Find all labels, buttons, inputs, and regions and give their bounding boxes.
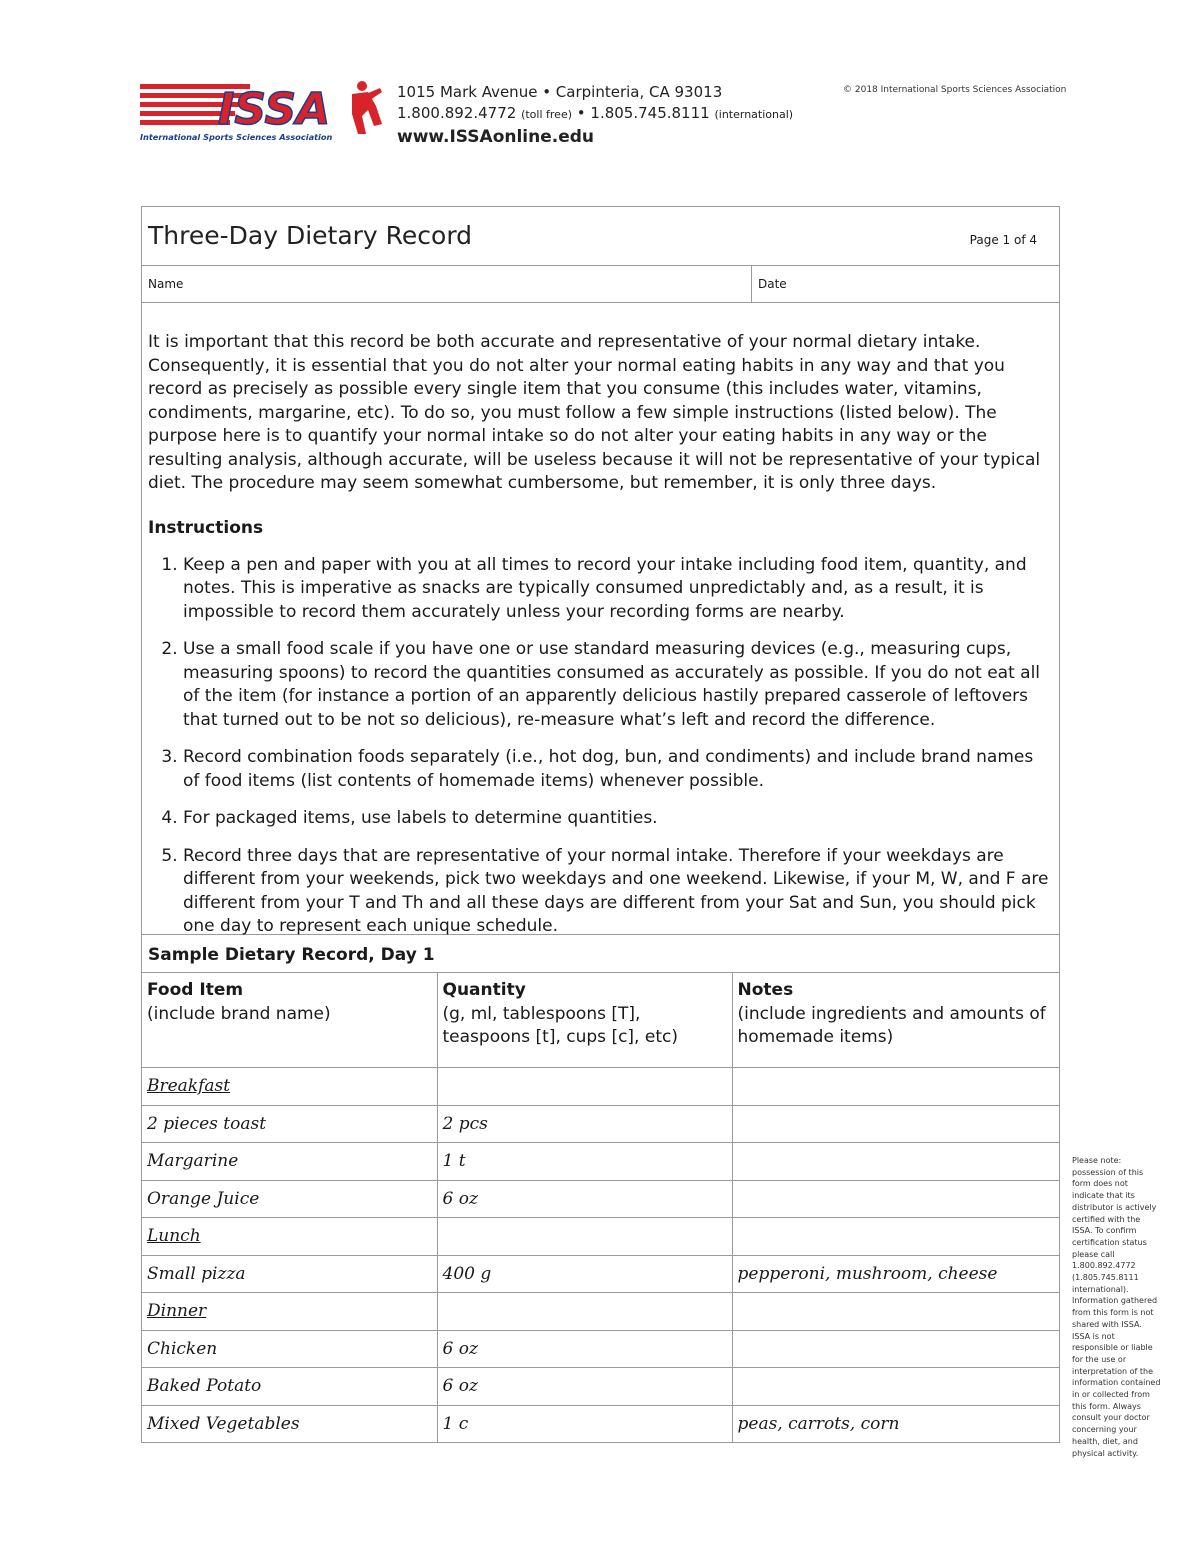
food-item-cell[interactable]: Baked Potato: [142, 1368, 437, 1406]
food-item-cell[interactable]: Mixed Vegetables: [142, 1405, 437, 1442]
table-row: [142, 1330, 1059, 1368]
website-link[interactable]: www.ISSAonline.edu: [397, 127, 595, 147]
quantity-cell[interactable]: 6 oz: [437, 1180, 732, 1218]
quantity-cell[interactable]: [437, 1293, 732, 1331]
header-notes: Notes (include ingredients and amounts of homemade items): [732, 973, 1059, 1068]
dietary-record-form: [141, 206, 1060, 1443]
notes-cell[interactable]: [732, 1368, 1059, 1406]
instruction-item: 2. Use a small food scale if you have one or use standard measuring devices (e.g., measuring cups, measuring spoons) to record the quantities consumed as accurately as possible. If you do not eat all of the item (for instance a portion of an apparently delicious hastily prepared casserole of leftovers that turned out to be not so delicious), re-measure what’s left and record the difference.: [183, 638, 1053, 732]
page-number: Page 1 of 4: [969, 233, 1037, 247]
date-label: Date: [758, 277, 787, 291]
sample-record-title: Sample Dietary Record, Day 1: [142, 935, 1059, 973]
instruction-item: 5. Record three days that are representative of your normal intake. Therefore if your weekdays are different from your weekends, pick two weekdays and one weekend. Likewise, if your M, W, and F are different from your T and Th and all these days are different from your Sat and Sun, you should pick one day to represent each unique schedule.: [183, 845, 1053, 939]
intro-paragraph: It is important that this record be both accurate and representative of your normal dietary intake. Consequently, it is essential that you do not alter your normal eating habits in any way and that you record as precisely as possible every single item that you consume (this includes water, vitamins, condiments, margarine, etc). To do so, you must follow a few simple instructions (listed below). The purpose here is to quantify your normal intake so do not alter your eating habits in any way or the resulting analysis, although accurate, will be useless because it will not be representative of your typical diet. The procedure may seem somewhat cumbersome, but remember, it is only three days.: [148, 332, 1041, 493]
instructions-list: [148, 554, 1053, 939]
date-field[interactable]: [752, 266, 1059, 302]
phone-international: 1.805.745.8111: [590, 104, 710, 122]
quantity-cell[interactable]: [437, 1068, 732, 1106]
food-item-cell[interactable]: Lunch: [142, 1218, 437, 1256]
issa-logo: [140, 76, 385, 146]
notes-cell[interactable]: [732, 1293, 1059, 1331]
title-row: [142, 207, 1059, 266]
food-item-cell[interactable]: Orange Juice: [142, 1180, 437, 1218]
contact-block: [397, 82, 793, 149]
notes-cell[interactable]: pepperoni, mushroom, cheese: [732, 1255, 1059, 1293]
logo-subtext: International Sports Sciences Association: [140, 132, 333, 142]
header-quantity: Quantity (g, ml, tablespoons [T], teaspoons [t], cups [c], etc): [437, 973, 732, 1068]
quantity-cell[interactable]: 400 g: [437, 1255, 732, 1293]
toll-free-label: (toll free): [521, 108, 573, 121]
table-row: [142, 1405, 1059, 1442]
name-date-row: [142, 266, 1059, 303]
instruction-item: 1. Keep a pen and paper with you at all times to record your intake including food item, quantity, and notes. This is imperative as snacks are typically consumed unpredictably and, as a result, it is impossible to record them accurately unless your recording forms are nearby.: [183, 554, 1053, 625]
notes-cell[interactable]: [732, 1180, 1059, 1218]
instruction-item: 3. Record combination foods separately (i.e., hot dog, bun, and condiments) and include brand names of food items (list contents of homemade items) whenever possible.: [183, 746, 1053, 793]
quantity-cell[interactable]: 6 oz: [437, 1330, 732, 1368]
table-row: [142, 1218, 1059, 1256]
international-label: (international): [714, 108, 794, 121]
phone-toll-free: 1.800.892.4772: [397, 104, 517, 122]
table-row: [142, 1293, 1059, 1331]
name-label: Name: [148, 277, 184, 291]
phone-separator: •: [572, 104, 591, 122]
quantity-cell[interactable]: [437, 1218, 732, 1256]
sample-record-table: [142, 973, 1059, 1442]
food-item-cell[interactable]: Margarine: [142, 1143, 437, 1181]
name-field[interactable]: [142, 266, 752, 302]
address: 1015 Mark Avenue • Carpinteria, CA 93013: [397, 83, 723, 101]
table-row: [142, 1068, 1059, 1106]
food-item-cell[interactable]: Breakfast: [142, 1068, 437, 1106]
quantity-cell[interactable]: 6 oz: [437, 1368, 732, 1406]
copyright: © 2018 International Sports Sciences Association: [843, 85, 1067, 95]
quantity-cell[interactable]: 1 c: [437, 1405, 732, 1442]
disclaimer-note: Please note: possession of this form does not indicate that its distributor is actively certified with the ISSA. To confirm certification status please call 1.800.892.4772 (1.805.745.8111 international). Information gathered from this form is not shared with ISSA. ISSA is not responsible or liable for the use or interpretation of the information contained in or collected from this form. Always consult your doctor concerning your health, diet, and physical activity.: [1072, 1156, 1161, 1458]
table-row: [142, 1143, 1059, 1181]
form-title: Three-Day Dietary Record: [148, 221, 473, 250]
logo-text: ISSA: [218, 84, 331, 135]
food-item-cell[interactable]: Dinner: [142, 1293, 437, 1331]
notes-cell[interactable]: [732, 1330, 1059, 1368]
notes-cell[interactable]: [732, 1105, 1059, 1143]
notes-cell[interactable]: [732, 1143, 1059, 1181]
food-item-cell[interactable]: 2 pieces toast: [142, 1105, 437, 1143]
table-row: [142, 1368, 1059, 1406]
header-food-item: Food Item (include brand name): [142, 973, 437, 1068]
instructions-heading: Instructions: [148, 517, 264, 538]
instructions-section: [142, 303, 1059, 935]
table-header-row: [142, 973, 1059, 1068]
notes-cell[interactable]: [732, 1218, 1059, 1256]
quantity-cell[interactable]: 2 pcs: [437, 1105, 732, 1143]
food-item-cell[interactable]: Small pizza: [142, 1255, 437, 1293]
table-row: [142, 1105, 1059, 1143]
phone-line: [397, 103, 793, 125]
table-row: [142, 1180, 1059, 1218]
table-row: [142, 1255, 1059, 1293]
notes-cell[interactable]: [732, 1068, 1059, 1106]
notes-cell[interactable]: peas, carrots, corn: [737, 1413, 900, 1434]
food-item-cell[interactable]: Chicken: [142, 1330, 437, 1368]
instruction-item: 4. For packaged items, use labels to determine quantities.: [183, 807, 1053, 831]
quantity-cell[interactable]: 1 t: [437, 1143, 732, 1181]
